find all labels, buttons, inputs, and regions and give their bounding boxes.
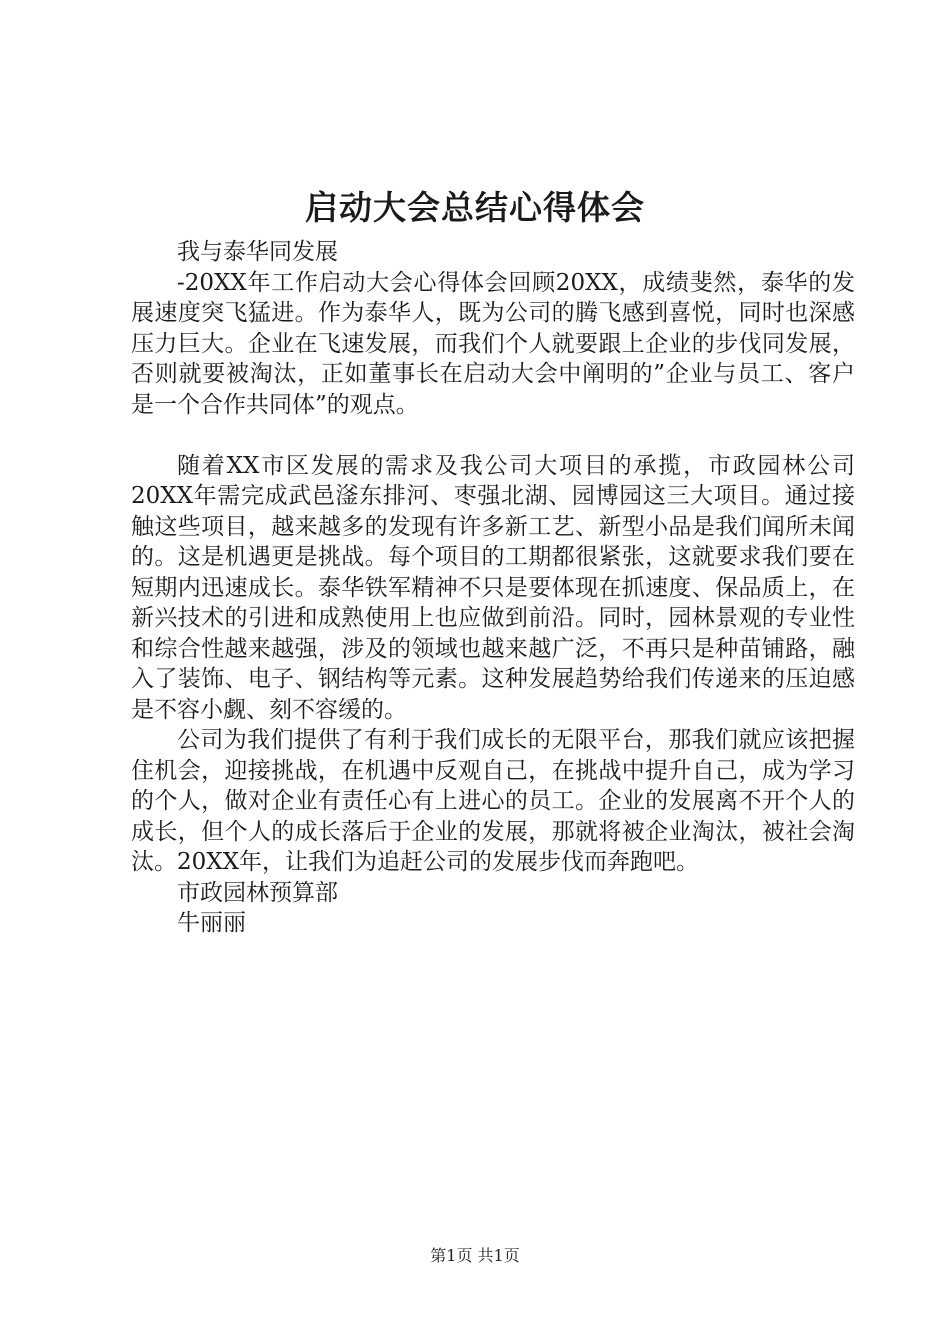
document-body — [131, 237, 855, 939]
signature-department: 市政园林预算部 — [177, 879, 338, 906]
signature-author: 牛丽丽 — [177, 910, 246, 936]
document-subtitle: 我与泰华同发展 — [177, 239, 338, 265]
page-number-footer: 第1页 共1页 — [430, 1246, 520, 1265]
paragraph-2: 随着XX市区发展的需求及我公司大项目的承揽，市政园林公司20XX年需完成武邑滏东排河、枣强北湖、园博园这三大项目。通过接触这些项目，越来越多的发现有许多新工艺、新型小品是我们闻所未闻的。这是机遇更是挑战。每个项目的工期都很紧张，这就要求我们要在短期内迅速成长。泰华铁军精神不只是要体现在抓速度、保品质上，在新兴技术的引进和成熟使用上也应做到前沿。同时，园林景观的专业性和综合性越来越强，涉及的领域也越来越广泛，不再只是种苗铺路，融入了装饰、电子、钢结构等元素。这种发展趋势给我们传递来的压迫感是不容小觑、刻不容缓的。 — [131, 452, 855, 723]
paragraph-3: 公司为我们提供了有利于我们成长的无限平台，那我们就应该把握住机会，迎接挑战，在机遇中反观自己，在挑战中提升自己，成为学习的个人，做对企业有责任心有上进心的员工。企业的发展离不开个人的成长，但个人的成长落后于企业的发展，那就将被企业淘汰，被社会淘汰。20XX年，让我们为追赶公司的发展步伐而奔跑吧。 — [131, 727, 855, 875]
paragraph-1: -20XX年工作启动大会心得体会回顾20XX，成绩斐然，泰华的发展速度突飞猛进。作为泰华人，既为公司的腾飞感到喜悦，同时也深感压力巨大。企业在飞速发展，而我们个人就要跟上企业的步伐同发展，否则就要被淘汰，正如董事长在启动大会中阐明的”企业与员工、客户是一个合作共同体”的观点。 — [131, 269, 855, 418]
paragraph-spacer — [131, 420, 855, 451]
document-title: 启动大会总结心得体会 — [305, 188, 645, 227]
